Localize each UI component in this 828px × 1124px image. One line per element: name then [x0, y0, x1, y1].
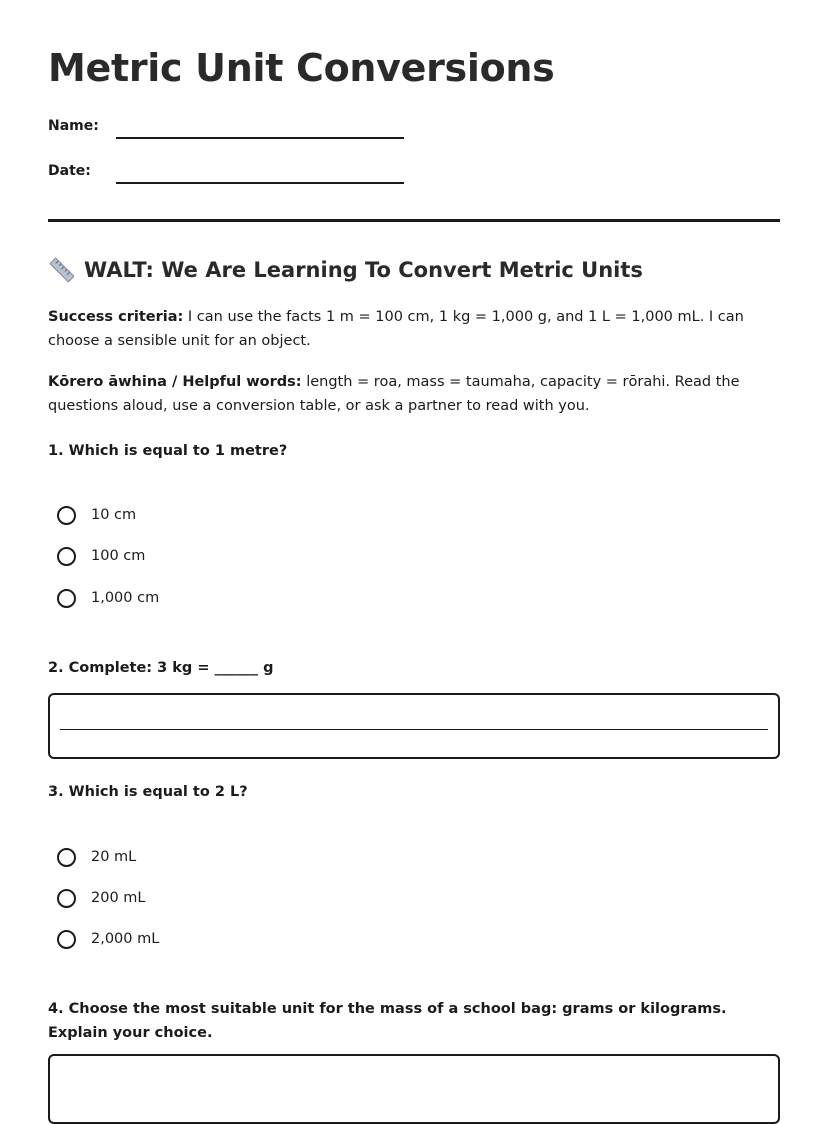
q1-option-1-radio[interactable] — [57, 506, 76, 525]
name-line[interactable] — [116, 137, 404, 139]
page-title: Metric Unit Conversions — [48, 46, 555, 90]
q4-answer-box[interactable] — [48, 1054, 780, 1124]
date-label: Date: — [48, 163, 91, 179]
date-field[interactable] — [48, 163, 408, 187]
success-criteria-text: I can use the facts 1 m = 100 cm, 1 kg = 1,000 g, and 1 L = 1,000 mL. I can choose a sensible unit for an object. — [48, 309, 744, 349]
q1-option-2[interactable] — [57, 543, 145, 569]
q1-option-3-label: 1,000 cm — [91, 590, 160, 606]
section-heading-text: WALT: We Are Learning To Convert Metric Units — [84, 258, 643, 282]
q3-option-2-label: 200 mL — [91, 890, 146, 906]
q2-answer-box[interactable] — [48, 693, 780, 759]
q3-option-1-radio[interactable] — [57, 848, 76, 867]
name-field[interactable] — [48, 118, 408, 142]
question-2: 2. Complete: 3 kg = ______ g — [48, 660, 274, 676]
q1-option-1-label: 10 cm — [91, 507, 137, 523]
q1-option-1[interactable] — [57, 502, 136, 528]
name-label: Name: — [48, 118, 99, 134]
ruler-icon — [48, 256, 76, 284]
question-3: 3. Which is equal to 2 L? — [48, 784, 248, 800]
helpful-words — [48, 370, 780, 418]
q3-option-1-label: 20 mL — [91, 849, 137, 865]
q3-option-1[interactable] — [57, 844, 136, 870]
q1-option-2-label: 100 cm — [91, 548, 146, 564]
q3-option-2-radio[interactable] — [57, 889, 76, 908]
q1-option-2-radio[interactable] — [57, 547, 76, 566]
success-criteria-label: Success criteria: — [48, 309, 184, 325]
header-divider — [48, 219, 780, 222]
helpful-words-label: Kōrero āwhina / Helpful words: — [48, 374, 302, 390]
question-1: 1. Which is equal to 1 metre? — [48, 443, 288, 459]
question-4: 4. Choose the most suitable unit for the mass of a school bag: grams or kilograms. Explain your choice. — [48, 1001, 727, 1041]
q3-option-3-radio[interactable] — [57, 930, 76, 949]
q2-answer-line — [60, 729, 768, 730]
section-heading — [48, 256, 643, 284]
success-criteria — [48, 305, 780, 353]
q1-option-3-radio[interactable] — [57, 589, 76, 608]
helpful-words-text: length = roa, mass = taumaha, capacity = rōrahi. Read the questions aloud, use a conversion table, or ask a partner to read with you. — [48, 374, 740, 414]
q1-option-3[interactable] — [57, 585, 159, 611]
date-line[interactable] — [116, 182, 404, 184]
q3-option-2[interactable] — [57, 885, 146, 911]
q3-option-3-label: 2,000 mL — [91, 931, 160, 947]
q3-option-3[interactable] — [57, 926, 159, 952]
